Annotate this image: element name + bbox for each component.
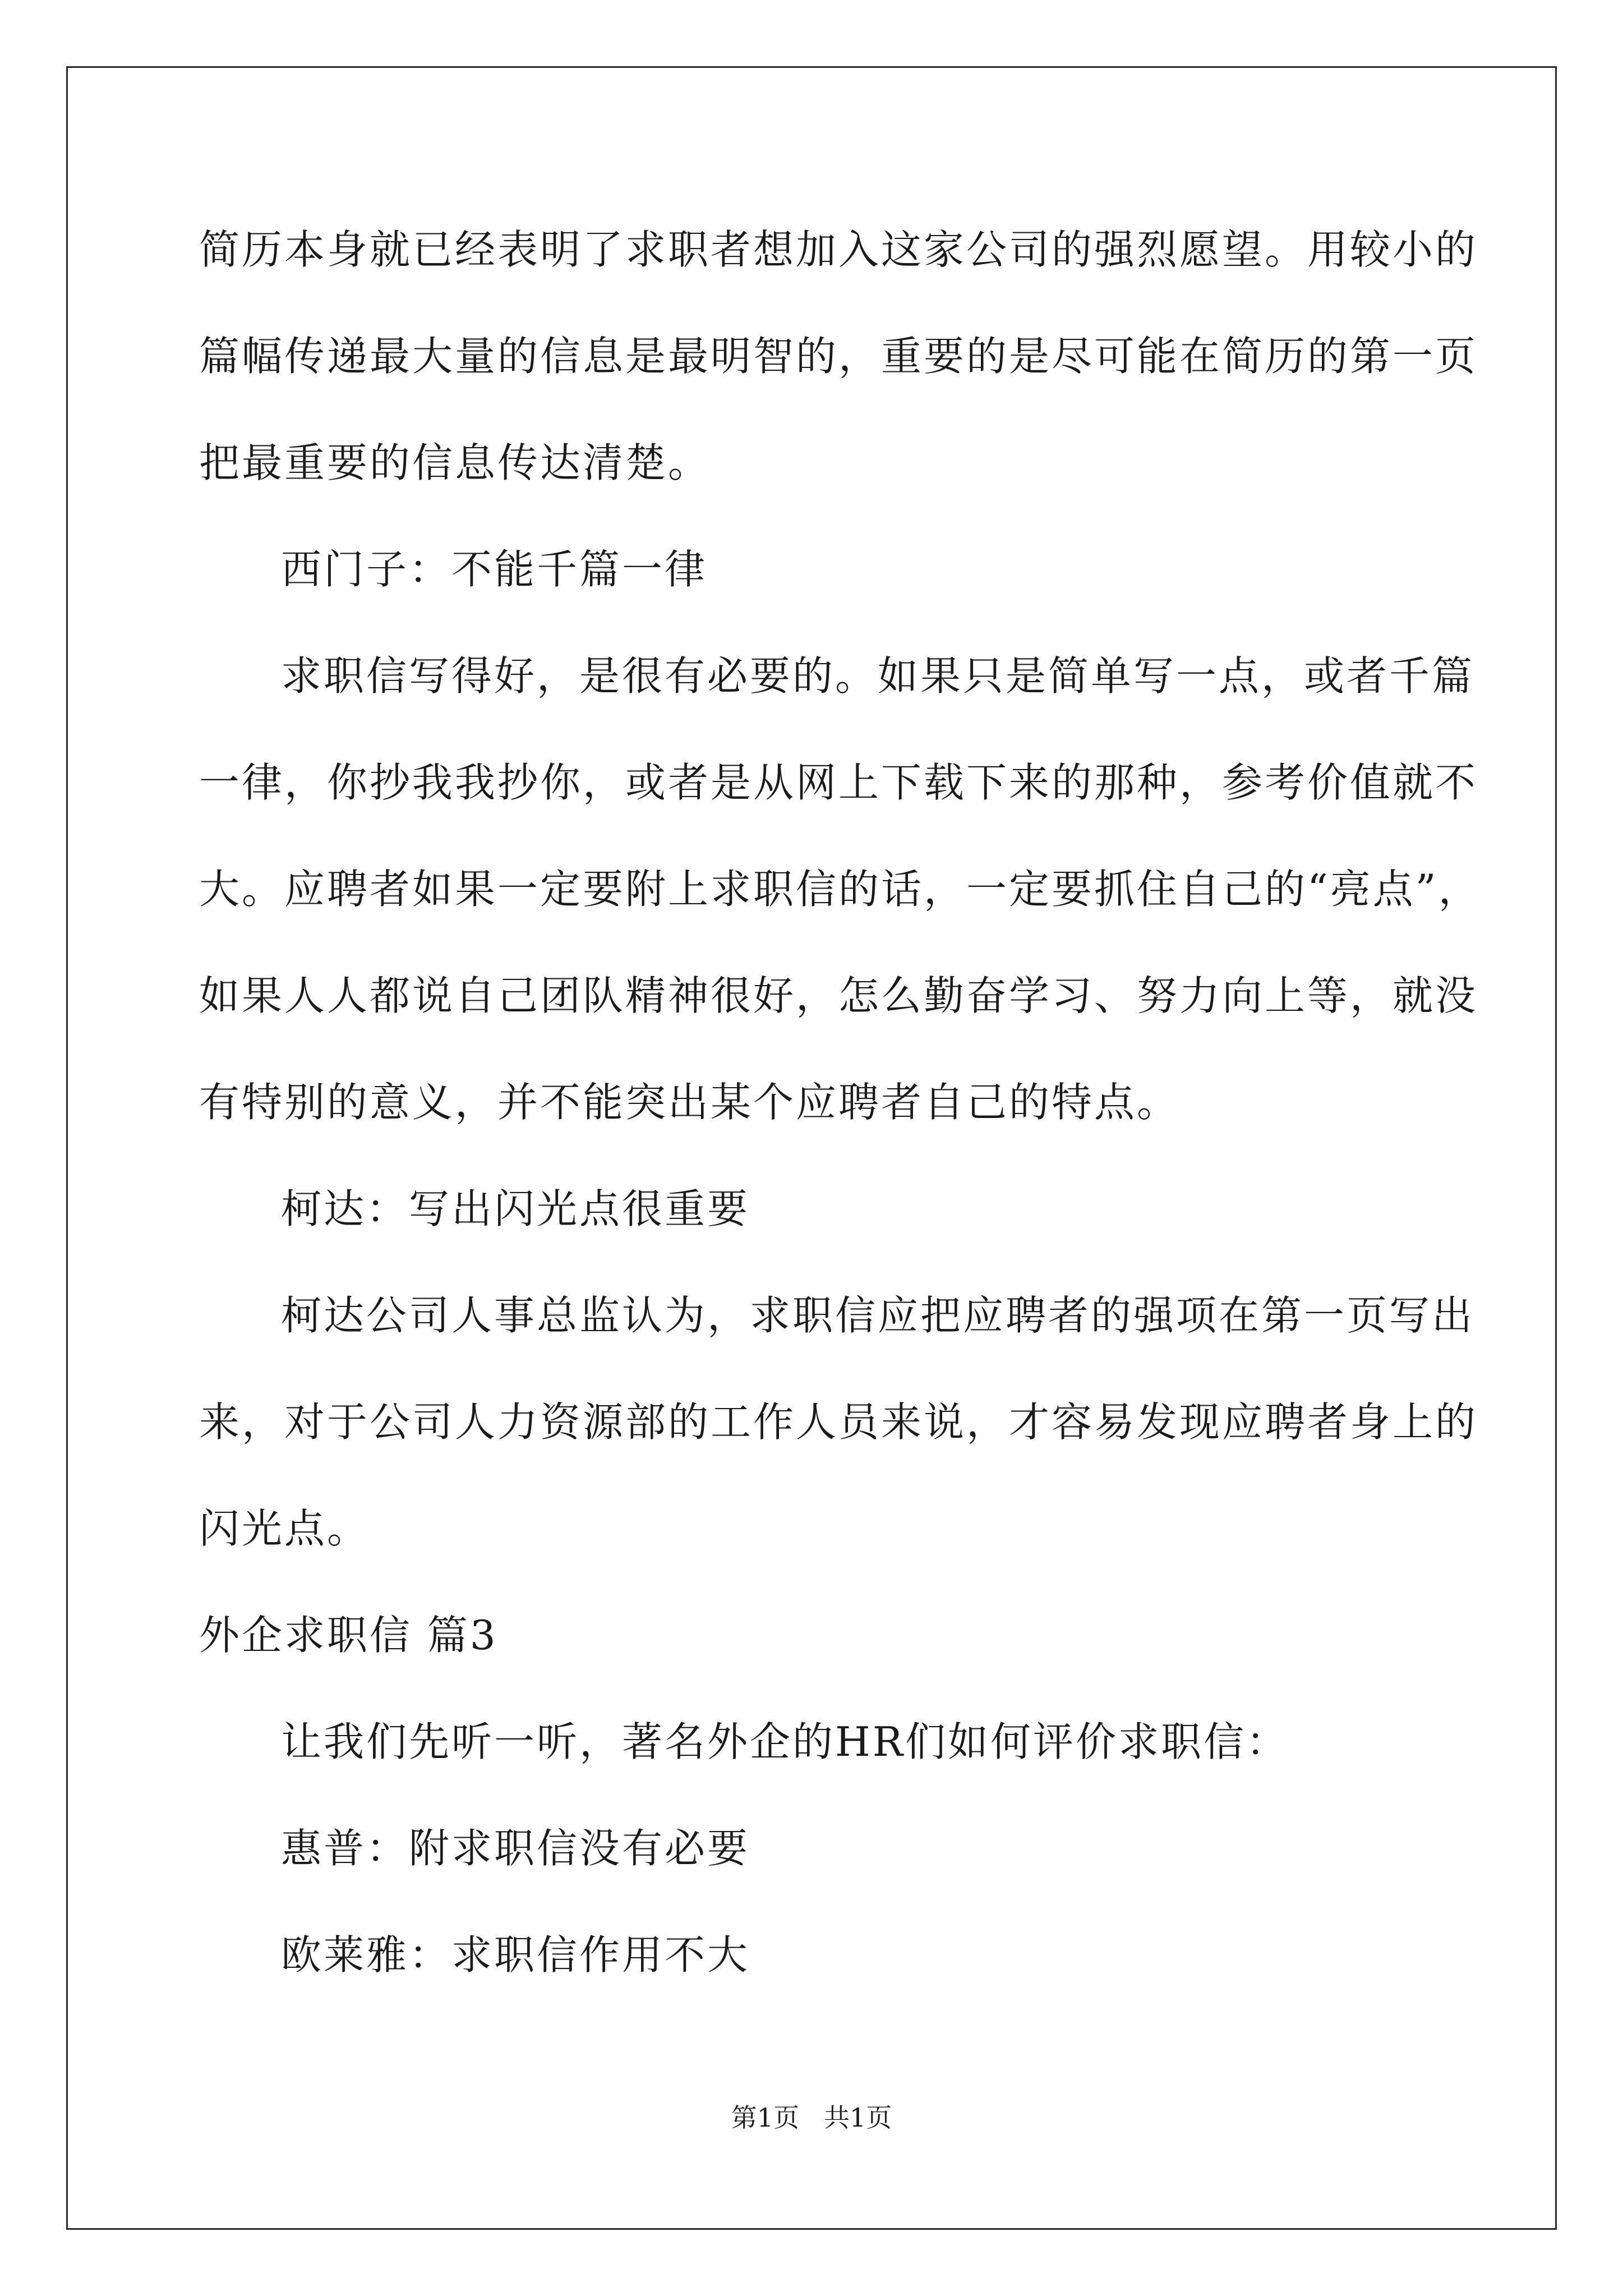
paragraph-line: 让我们先听一听，著名外企的HR们如何评价求职信： [281, 1718, 1289, 1765]
section-heading-siemens: 西门子：不能千篇一律 [281, 546, 708, 593]
document-body [199, 196, 1481, 2008]
paragraph-line: 篇幅传递最大量的信息是最明智的，重要的是尽可能在简历的第一页 [199, 333, 1478, 380]
page-number-footer: 第1页 共1页 [731, 2102, 892, 2133]
section-heading-loreal: 欧莱雅：求职信作用不大 [281, 1931, 750, 1978]
section-heading-kodak: 柯达：写出闪光点很重要 [281, 1185, 750, 1232]
paragraph-line: 求职信写得好，是很有必要的。如果只是简单写一点，或者千篇 [281, 652, 1475, 700]
paragraph-line: 如果人人都说自己团队精神很好，怎么勤奋学习、努力向上等，就没 [199, 972, 1478, 1019]
paragraph-line: 柯达公司人事总监认为，求职信应把应聘者的强项在第一页写出 [281, 1292, 1475, 1339]
paragraph-line: 有特别的意义，并不能突出某个应聘者自己的特点。 [199, 1079, 1180, 1126]
paragraph-line: 闪光点。 [199, 1505, 370, 1552]
section-heading-hp: 惠普：附求职信没有必要 [281, 1825, 750, 1872]
paragraph-line: 简历本身就已经表明了求职者想加入这家公司的强烈愿望。用较小的 [199, 226, 1478, 273]
article-title: 外企求职信 篇3 [199, 1612, 498, 1659]
paragraph-line: 一律，你抄我我抄你，或者是从网上下载下来的那种，参考价值就不 [199, 759, 1478, 806]
paragraph-line: 大。应聘者如果一定要附上求职信的话，一定要抓住自己的“亮点”， [199, 866, 1481, 913]
paragraph-line: 把最重要的信息传达清楚。 [199, 439, 711, 486]
paragraph-line: 来，对于公司人力资源部的工作人员来说，才容易发现应聘者身上的 [199, 1398, 1478, 1446]
